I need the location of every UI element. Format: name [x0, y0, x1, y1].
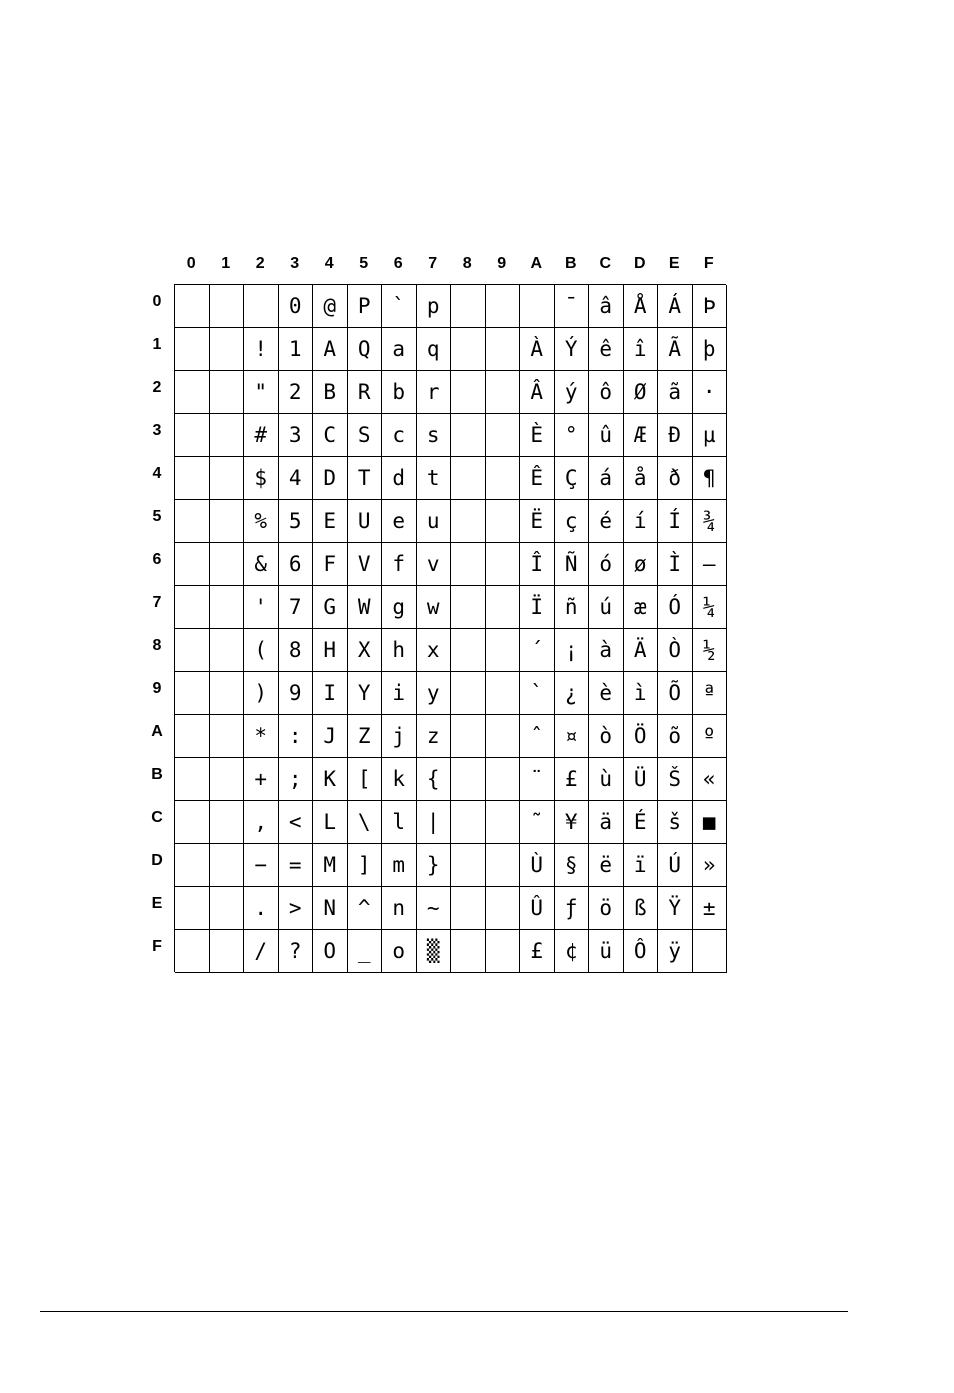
table-cell: ( [244, 629, 279, 672]
table-cell: # [244, 414, 279, 457]
table-cell: x [417, 629, 452, 672]
table-cell: þ [693, 328, 728, 371]
row-header: 9 [152, 680, 162, 697]
table-cell [210, 629, 245, 672]
table-cell: [ [348, 758, 383, 801]
table-cell: J [313, 715, 348, 758]
table-cell [451, 500, 486, 543]
table-cell: ´ [520, 629, 555, 672]
table-cell: · [693, 371, 728, 414]
table-cell: 8 [279, 629, 314, 672]
table-cell: $ [244, 457, 279, 500]
table-cell: , [244, 801, 279, 844]
table-cell: K [313, 758, 348, 801]
table-cell: } [417, 844, 452, 887]
table-cell: £ [555, 758, 590, 801]
table-cell: ˆ [520, 715, 555, 758]
table-cell [451, 414, 486, 457]
table-cell: Å [624, 285, 659, 328]
table-cell [451, 328, 486, 371]
table-cell: u [417, 500, 452, 543]
table-cell: < [279, 801, 314, 844]
table-cell [451, 629, 486, 672]
table-cell: @ [313, 285, 348, 328]
table-cell [175, 758, 210, 801]
table-cell [520, 285, 555, 328]
table-cell: Ö [624, 715, 659, 758]
table-cell: n [382, 887, 417, 930]
table-cell: µ [693, 414, 728, 457]
table-cell: ª [693, 672, 728, 715]
table-cell [175, 457, 210, 500]
table-cell: Ü [624, 758, 659, 801]
table-cell [486, 457, 521, 500]
table-cell: ¾ [693, 500, 728, 543]
table-cell: 3 [279, 414, 314, 457]
table-cell: F [313, 543, 348, 586]
table-cell [486, 629, 521, 672]
table-cell: ° [555, 414, 590, 457]
table-cell [486, 672, 521, 715]
table-cell: N [313, 887, 348, 930]
table-cell [486, 758, 521, 801]
table-cell: j [382, 715, 417, 758]
table-cell: % [244, 500, 279, 543]
table-cell: Î [520, 543, 555, 586]
table-cell: ] [348, 844, 383, 887]
table-cell: Æ [624, 414, 659, 457]
table-cell: ñ [555, 586, 590, 629]
table-cell: ¨ [520, 758, 555, 801]
table-cell: ã [658, 371, 693, 414]
table-cell: Ã [658, 328, 693, 371]
table-cell: i [382, 672, 417, 715]
table-cell: ¢ [555, 930, 590, 973]
table-cell: é [589, 500, 624, 543]
table-cell: Ú [658, 844, 693, 887]
character-code-table [174, 284, 726, 972]
table-cell: ý [555, 371, 590, 414]
table-cell: e [382, 500, 417, 543]
footer-rule [40, 1311, 848, 1312]
table-cell: 5 [279, 500, 314, 543]
table-cell [175, 930, 210, 973]
table-cell: ö [589, 887, 624, 930]
table-cell: Ä [624, 629, 659, 672]
table-cell: \ [348, 801, 383, 844]
table-cell: s [417, 414, 452, 457]
table-cell: Õ [658, 672, 693, 715]
table-cell: V [348, 543, 383, 586]
table-cell: à [589, 629, 624, 672]
column-header: 2 [255, 255, 265, 272]
table-cell: Ï [520, 586, 555, 629]
table-cell [451, 844, 486, 887]
table-cell: ? [279, 930, 314, 973]
table-cell [451, 457, 486, 500]
column-header: A [530, 255, 543, 272]
column-header: E [668, 255, 680, 272]
column-header: 6 [393, 255, 403, 272]
table-cell: : [279, 715, 314, 758]
table-cell [451, 801, 486, 844]
table-cell [486, 500, 521, 543]
table-cell: ) [244, 672, 279, 715]
table-cell: l [382, 801, 417, 844]
table-cell: & [244, 543, 279, 586]
table-cell: k [382, 758, 417, 801]
column-header: 8 [462, 255, 472, 272]
column-header: B [564, 255, 577, 272]
table-cell: — [693, 543, 728, 586]
table-cell: b [382, 371, 417, 414]
table-cell: ¯ [555, 285, 590, 328]
table-cell: R [348, 371, 383, 414]
table-cell: Š [658, 758, 693, 801]
table-cell: ! [244, 328, 279, 371]
table-cell: ø [624, 543, 659, 586]
row-header: 6 [152, 551, 162, 568]
table-cell: î [624, 328, 659, 371]
table-cell: X [348, 629, 383, 672]
table-cell: 7 [279, 586, 314, 629]
table-cell: I [313, 672, 348, 715]
table-cell: ¤ [555, 715, 590, 758]
table-cell: 6 [279, 543, 314, 586]
table-cell [210, 586, 245, 629]
table-cell: Â [520, 371, 555, 414]
table-cell: ä [589, 801, 624, 844]
table-cell: v [417, 543, 452, 586]
table-cell: ¿ [555, 672, 590, 715]
table-cell [175, 371, 210, 414]
table-cell: ¥ [555, 801, 590, 844]
table-cell: Đ [658, 414, 693, 457]
table-cell [210, 887, 245, 930]
row-header: 2 [152, 379, 162, 396]
table-cell: ½ [693, 629, 728, 672]
column-header: 5 [359, 255, 369, 272]
table-cell: š [658, 801, 693, 844]
table-cell: B [313, 371, 348, 414]
row-header: 8 [152, 637, 162, 654]
table-cell [210, 672, 245, 715]
table-cell: 9 [279, 672, 314, 715]
table-cell: ð [658, 457, 693, 500]
table-cell: T [348, 457, 383, 500]
table-cell: h [382, 629, 417, 672]
table-cell: O [313, 930, 348, 973]
table-cell: Ó [658, 586, 693, 629]
table-cell: E [313, 500, 348, 543]
table-cell [175, 801, 210, 844]
table-cell: M [313, 844, 348, 887]
table-cell: ì [624, 672, 659, 715]
table-cell: Á [658, 285, 693, 328]
table-cell: » [693, 844, 728, 887]
table-cell: ç [555, 500, 590, 543]
table-cell: { [417, 758, 452, 801]
table-cell: ê [589, 328, 624, 371]
row-header: F [152, 938, 162, 955]
column-header: C [599, 255, 612, 272]
table-cell: ± [693, 887, 728, 930]
table-cell: ▒ [417, 930, 452, 973]
table-cell [210, 414, 245, 457]
table-cell: â [589, 285, 624, 328]
table-cell: £ [520, 930, 555, 973]
table-cell: z [417, 715, 452, 758]
table-cell: ü [589, 930, 624, 973]
table-cell: ÿ [658, 930, 693, 973]
table-cell [486, 801, 521, 844]
table-cell [175, 887, 210, 930]
table-cell: ò [589, 715, 624, 758]
table-cell: Ë [520, 500, 555, 543]
table-cell: w [417, 586, 452, 629]
table-cell [175, 672, 210, 715]
row-header: 3 [152, 422, 162, 439]
table-cell: Ý [555, 328, 590, 371]
table-cell [486, 887, 521, 930]
table-cell [693, 930, 728, 973]
table-cell: ¼ [693, 586, 728, 629]
table-cell [451, 715, 486, 758]
table-cell [210, 801, 245, 844]
table-cell: U [348, 500, 383, 543]
table-cell: ■ [693, 801, 728, 844]
table-cell: º [693, 715, 728, 758]
table-cell [486, 844, 521, 887]
row-header: D [151, 852, 163, 869]
table-cell: o [382, 930, 417, 973]
table-cell: 2 [279, 371, 314, 414]
table-cell [175, 328, 210, 371]
table-cell [210, 844, 245, 887]
table-cell: Z [348, 715, 383, 758]
row-header: 1 [152, 336, 162, 353]
table-cell: * [244, 715, 279, 758]
table-cell: Ÿ [658, 887, 693, 930]
table-cell [451, 371, 486, 414]
table-cell: = [279, 844, 314, 887]
table-cell [210, 457, 245, 500]
table-cell: p [417, 285, 452, 328]
table-cell: ô [589, 371, 624, 414]
row-header: B [151, 766, 163, 783]
column-header: 4 [324, 255, 334, 272]
table-cell: å [624, 457, 659, 500]
table-cell [210, 285, 245, 328]
table-cell [175, 586, 210, 629]
table-cell: " [244, 371, 279, 414]
table-cell: ó [589, 543, 624, 586]
table-cell: / [244, 930, 279, 973]
table-cell: Ù [520, 844, 555, 887]
column-header: 0 [186, 255, 196, 272]
table-cell: r [417, 371, 452, 414]
table-cell: > [279, 887, 314, 930]
row-header: E [151, 895, 163, 912]
table-cell: ~ [417, 887, 452, 930]
row-header: C [151, 809, 163, 826]
row-header: 0 [152, 293, 162, 310]
table-cell: d [382, 457, 417, 500]
table-cell [210, 758, 245, 801]
column-header: 9 [497, 255, 507, 272]
row-header: 4 [152, 465, 162, 482]
row-header-column [144, 284, 170, 972]
table-cell: Ñ [555, 543, 590, 586]
table-cell: ` [520, 672, 555, 715]
table-cell [486, 328, 521, 371]
table-cell: . [244, 887, 279, 930]
table-cell: Ô [624, 930, 659, 973]
table-cell: û [589, 414, 624, 457]
table-cell [486, 414, 521, 457]
table-cell: D [313, 457, 348, 500]
table-cell: Ì [658, 543, 693, 586]
column-header: 7 [428, 255, 438, 272]
table-cell: ß [624, 887, 659, 930]
table-cell: Ç [555, 457, 590, 500]
row-header: 7 [152, 594, 162, 611]
table-cell [451, 758, 486, 801]
table-cell [210, 715, 245, 758]
table-cell: ˜ [520, 801, 555, 844]
table-cell: q [417, 328, 452, 371]
table-cell: H [313, 629, 348, 672]
table-cell: ƒ [555, 887, 590, 930]
table-cell: æ [624, 586, 659, 629]
table-cell: Ê [520, 457, 555, 500]
table-cell [210, 543, 245, 586]
table-cell: õ [658, 715, 693, 758]
table-cell: 1 [279, 328, 314, 371]
table-cell: t [417, 457, 452, 500]
table-cell: G [313, 586, 348, 629]
table-cell [175, 500, 210, 543]
table-cell [175, 414, 210, 457]
table-cell: ^ [348, 887, 383, 930]
table-cell: Û [520, 887, 555, 930]
table-cell: Q [348, 328, 383, 371]
table-cell [244, 285, 279, 328]
column-header-row [174, 252, 726, 276]
column-header: D [633, 255, 646, 272]
table-cell: ` [382, 285, 417, 328]
table-cell: À [520, 328, 555, 371]
table-cell [175, 629, 210, 672]
table-cell: Ø [624, 371, 659, 414]
table-cell: 4 [279, 457, 314, 500]
table-cell: y [417, 672, 452, 715]
table-cell: ù [589, 758, 624, 801]
table-cell: C [313, 414, 348, 457]
table-cell [451, 543, 486, 586]
table-cell [486, 930, 521, 973]
table-cell [451, 672, 486, 715]
table-cell: | [417, 801, 452, 844]
table-cell: Ò [658, 629, 693, 672]
table-cell [451, 887, 486, 930]
table-cell [210, 328, 245, 371]
table-cell [486, 715, 521, 758]
table-cell: ; [279, 758, 314, 801]
table-cell [175, 844, 210, 887]
table-cell: ¡ [555, 629, 590, 672]
table-cell [486, 285, 521, 328]
table-cell: Y [348, 672, 383, 715]
table-cell: « [693, 758, 728, 801]
column-header: 3 [290, 255, 300, 272]
table-cell: L [313, 801, 348, 844]
table-cell: A [313, 328, 348, 371]
table-cell [175, 285, 210, 328]
table-cell: W [348, 586, 383, 629]
table-cell: È [520, 414, 555, 457]
table-cell [451, 930, 486, 973]
table-cell [451, 285, 486, 328]
table-cell: _ [348, 930, 383, 973]
table-cell: ï [624, 844, 659, 887]
table-cell: + [244, 758, 279, 801]
table-cell: Í [658, 500, 693, 543]
table-cell: S [348, 414, 383, 457]
table-cell: É [624, 801, 659, 844]
table-cell [175, 715, 210, 758]
table-cell: g [382, 586, 417, 629]
row-header: A [151, 723, 163, 740]
table-cell: − [244, 844, 279, 887]
table-cell: f [382, 543, 417, 586]
table-cell [486, 586, 521, 629]
row-header: 5 [152, 508, 162, 525]
table-cell: ë [589, 844, 624, 887]
table-cell [451, 586, 486, 629]
table-cell [210, 500, 245, 543]
column-header: F [703, 255, 714, 272]
table-cell: ' [244, 586, 279, 629]
table-cell: c [382, 414, 417, 457]
table-cell [486, 371, 521, 414]
table-cell: è [589, 672, 624, 715]
table-cell: á [589, 457, 624, 500]
column-header: 1 [221, 255, 231, 272]
table-cell [210, 930, 245, 973]
table-cell: m [382, 844, 417, 887]
table-cell: í [624, 500, 659, 543]
table-cell: Þ [693, 285, 728, 328]
table-cell [486, 543, 521, 586]
table-cell: ¶ [693, 457, 728, 500]
table-cell: § [555, 844, 590, 887]
table-cell: ú [589, 586, 624, 629]
table-cell [175, 543, 210, 586]
table-cell: a [382, 328, 417, 371]
table-cell [210, 371, 245, 414]
table-cell: P [348, 285, 383, 328]
table-cell: 0 [279, 285, 314, 328]
